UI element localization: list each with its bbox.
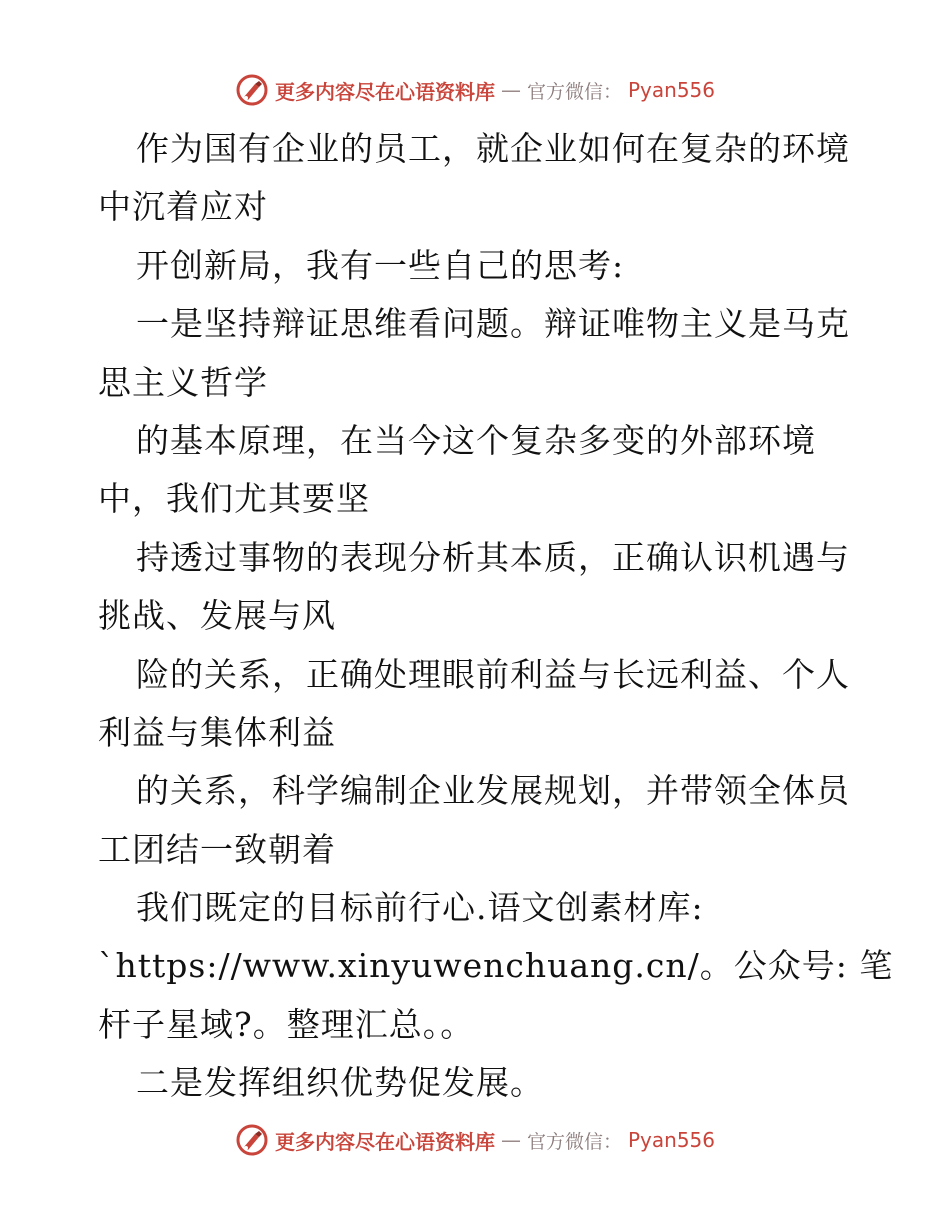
body-line: `https://www.xinyuwenchuang.cn/。公众号: 笔 (98, 946, 894, 986)
body-line: 作为国有企业的员工，就企业如何在复杂的环境 (136, 129, 850, 168)
header-banner (0, 70, 950, 110)
header-slogan: 更多内容尽在心语资料库 (274, 79, 495, 104)
body-line: 挑战、发展与风 (98, 596, 336, 636)
body-line: 持透过事物的表现分析其本质，正确认识机遇与 (136, 537, 850, 577)
header-separator: — (500, 78, 521, 102)
footer-banner (0, 1120, 950, 1160)
body-line: 杆子星域?。整理汇总。。 (98, 1004, 475, 1044)
footer-slogan: 更多内容尽在心语资料库 (274, 1129, 495, 1154)
header-official-label: 官方微信： (526, 80, 622, 103)
body-line: 的基本原理，在当今这个复杂多变的外部环境 (136, 420, 816, 460)
body-line: 中沉着应对 (98, 187, 268, 227)
body-line: 险的关系，正确处理眼前利益与长远利益、个人 (136, 654, 850, 694)
footer-official-label: 官方微信： (526, 1130, 622, 1153)
footer-wechat-id: Pyan556 (628, 1128, 716, 1152)
body-line: 中，我们尤其要坚 (98, 479, 370, 519)
body-line: 开创新局，我有一些自己的思考: (136, 245, 625, 285)
body-line: 利益与集体利益 (98, 712, 336, 752)
header-wechat-id: Pyan556 (628, 78, 716, 102)
body-line: 思主义哲学 (98, 362, 268, 402)
footer-separator: — (500, 1128, 521, 1152)
body-line: 我们既定的目标前行心.语文创素材库: (136, 888, 704, 928)
document-body (98, 120, 894, 1113)
body-line: 一是坚持辩证思维看问题。辩证唯物主义是马克 (136, 304, 850, 344)
body-line: 的关系，科学编制企业发展规划，并带领全体员 (136, 771, 850, 811)
body-line: 二是发挥组织优势促发展。 (136, 1063, 544, 1103)
body-line: 工团结一致朝着 (98, 829, 336, 869)
pen-logo-icon (235, 1123, 269, 1157)
pen-logo-icon (235, 73, 269, 107)
